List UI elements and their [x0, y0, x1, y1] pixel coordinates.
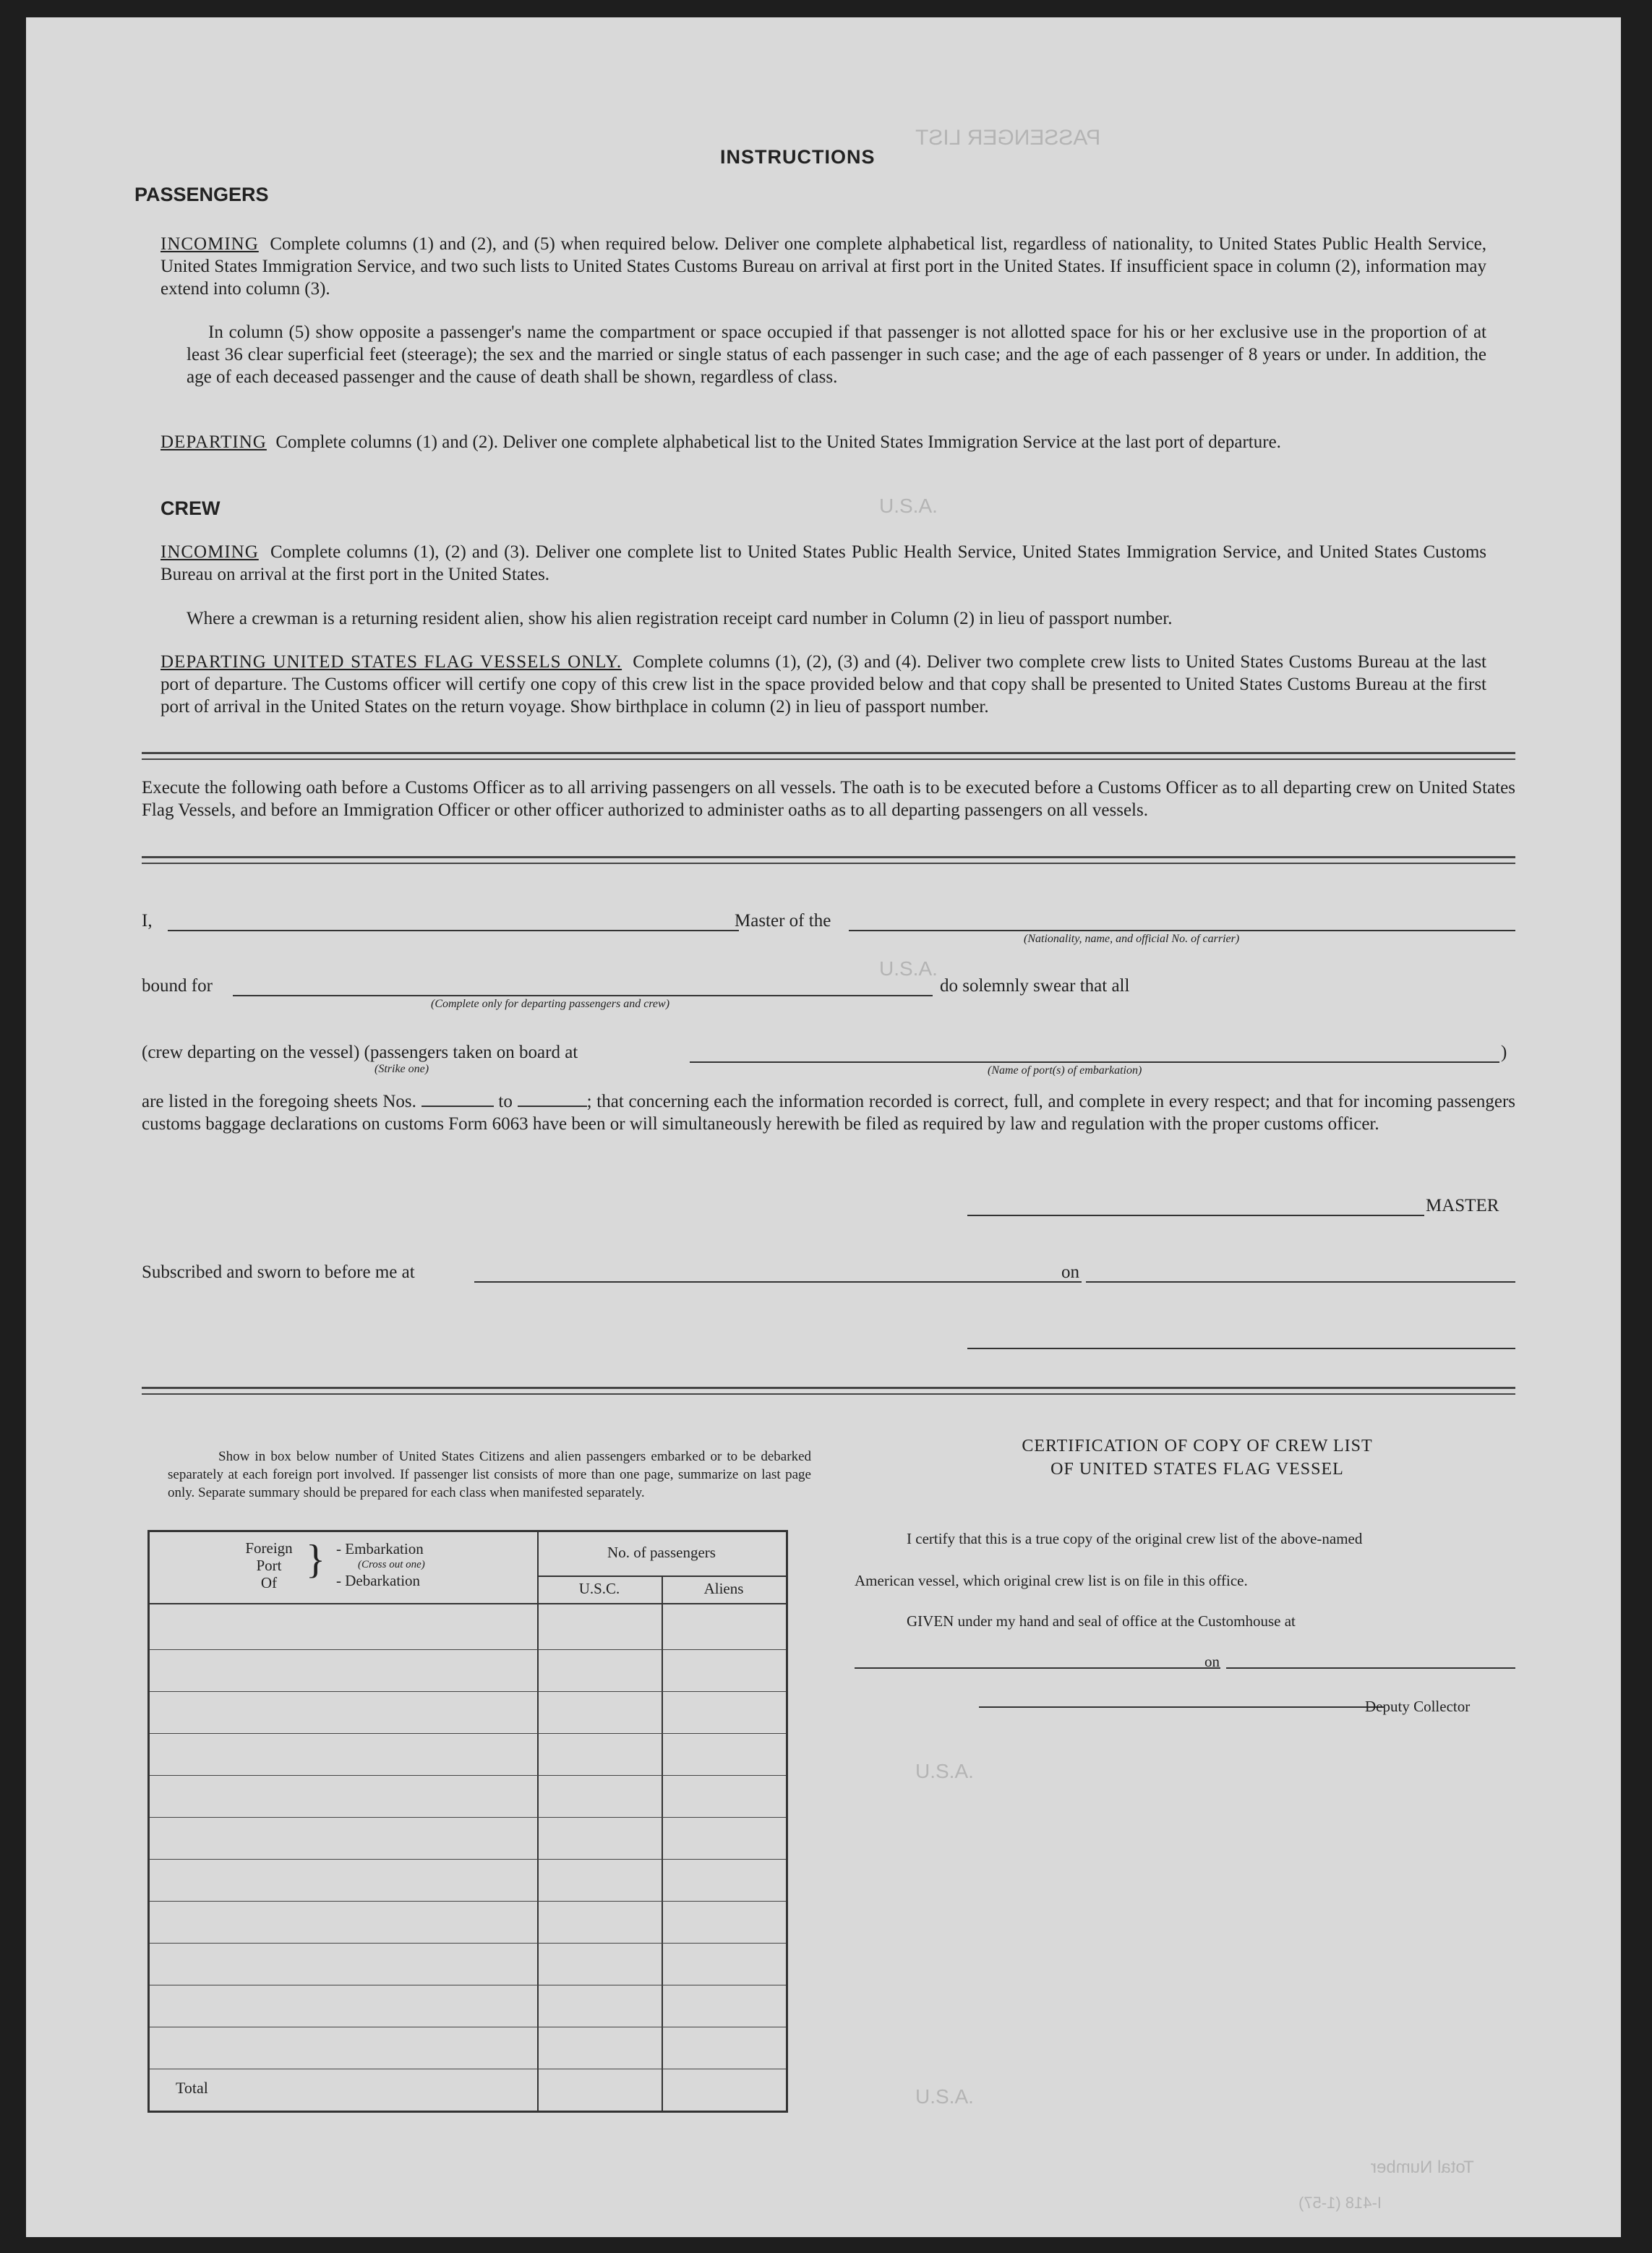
- certify-line-1: I certify that this is a true copy of the original crew list of the above-named: [907, 1530, 1363, 1547]
- table-row[interactable]: [150, 1733, 786, 1734]
- column-divider: [537, 1532, 539, 2111]
- section-divider: [142, 752, 1515, 760]
- carrier-field[interactable]: [849, 930, 1515, 931]
- cross-out-note: (Cross out one): [358, 1559, 425, 1570]
- passenger-summary-table: [147, 1530, 788, 2113]
- bleed-through-usa: U.S.A.: [915, 1760, 974, 1782]
- port-caption: (Name of port(s) of embarkation): [988, 1064, 1142, 1077]
- bound-for-label: bound for: [142, 976, 213, 996]
- crew-incoming-instruction: [161, 541, 1486, 586]
- header-divider: [537, 1576, 786, 1577]
- bleed-through-form-number: I-418 (1-57): [1298, 2194, 1382, 2212]
- certification-heading-line-1: CERTIFICATION OF COPY OF CREW LIST: [1022, 1437, 1373, 1455]
- master-name-field[interactable]: [168, 930, 739, 931]
- passengers-incoming-instruction: [161, 233, 1486, 300]
- crew-incoming-text: Complete columns (1), (2) and (3). Deliver one complete list to United States Public Health Service, United States Immigration Service, and United States Customs Bureau on arrival at the first port in the United States.: [161, 542, 1486, 584]
- listed-text-b: ; that concerning each the information recorded is correct, full, and complete in every respect; and that for incoming passengers customs baggage declarations on customs Form 6063 have been or will simultaneously herewith be filed as required by law and regulation with the proper customs officer.: [142, 1092, 1516, 1134]
- port-label: Port: [256, 1557, 282, 1574]
- crew-heading: CREW: [161, 497, 221, 519]
- given-statement: GIVEN under my hand and seal of office at the Customhouse at: [907, 1612, 1296, 1630]
- certification-heading: [923, 1435, 1472, 1481]
- passengers-column5-instruction: In column (5) show opposite a passenger's name the compartment or space occupied if that passenger is not allotted space for his or her exclusive use in the proportion of at least 36 clear superficial feet (steerage); the sex and the married or single status of each passenger in such case; and the age of each passenger of 8 years or under. In addition, the age of each deceased passenger and the cause of death shall be shown, regardless of class.: [187, 322, 1486, 387]
- crew-incoming-label: INCOMING: [161, 542, 259, 562]
- page-title: INSTRUCTIONS: [720, 146, 876, 168]
- oath-listed-statement: [142, 1090, 1515, 1135]
- certification-date-field[interactable]: [1226, 1667, 1515, 1669]
- bound-for-caption: (Complete only for departing passengers and crew): [431, 998, 670, 1010]
- oath-intro: Execute the following oath before a Customs Officer as to all arriving passengers on all vessels. The oath is to be executed before a Customs Officer as to all departing crew on United States Flag Vessels, and before an Immigration Officer or other officer authorized to administer oaths as to all departing passengers on all vessels.: [142, 778, 1515, 820]
- of-label: Of: [260, 1574, 278, 1591]
- table-row[interactable]: [150, 1859, 786, 1860]
- listed-text-a: are listed in the foregoing sheets Nos.: [142, 1092, 416, 1111]
- subscribed-label: Subscribed and sworn to before me at: [142, 1262, 415, 1282]
- no-passengers-header: No. of passengers: [607, 1544, 716, 1561]
- bleed-through-usa: U.S.A.: [879, 957, 938, 980]
- bleed-through-total-number: Total Number: [1371, 2158, 1474, 2177]
- summary-note: Show in box below number of United States Citizens and alien passengers embarked or to be debarked separately at each foreign port involved. If passenger list consists of more than one page, summarize on last page only. Separate summary should be prepared for each class when manifested separately.: [168, 1449, 811, 1500]
- foreign-label: Foreign: [245, 1539, 293, 1557]
- officer-signature-field[interactable]: [967, 1348, 1515, 1349]
- brace-icon: }: [306, 1537, 325, 1582]
- incoming-label: INCOMING: [161, 234, 259, 254]
- deputy-signature-field[interactable]: [979, 1706, 1384, 1708]
- embarkation-port-field[interactable]: [690, 1061, 1499, 1063]
- bleed-through-header: PASSENGER LIST: [915, 126, 1101, 150]
- total-label: Total: [176, 2079, 208, 2097]
- table-row[interactable]: [150, 1691, 786, 1692]
- bound-for-field[interactable]: [233, 995, 933, 996]
- master-signature-field[interactable]: [967, 1215, 1424, 1216]
- column-divider: [662, 1576, 663, 2111]
- passengers-heading: PASSENGERS: [134, 184, 269, 205]
- table-row[interactable]: [150, 1943, 786, 1944]
- close-paren: ): [1501, 1043, 1507, 1062]
- swear-text: do solemnly swear that all: [940, 976, 1130, 996]
- customhouse-field[interactable]: [855, 1667, 1220, 1669]
- foreign-port-of-header: [236, 1539, 301, 1591]
- table-row[interactable]: [150, 1775, 786, 1776]
- master-of-the-label: Master of the: [735, 911, 831, 931]
- oath-i-label: I,: [142, 911, 153, 931]
- debarkation-option[interactable]: - Debarkation: [336, 1572, 421, 1589]
- embark-debark-choice[interactable]: [336, 1541, 425, 1589]
- deputy-collector-label: Deputy Collector: [1365, 1698, 1471, 1715]
- listed-to: to: [498, 1092, 513, 1111]
- document-page: [26, 17, 1621, 2237]
- header-bottom: [150, 1603, 786, 1604]
- table-row[interactable]: [150, 1649, 786, 1650]
- embarkation-option[interactable]: - Embarkation: [336, 1540, 424, 1557]
- section-divider: [142, 1387, 1515, 1395]
- crew-departing-label: DEPARTING UNITED STATES FLAG VESSELS ONLY.: [161, 652, 622, 672]
- bleed-through-usa: U.S.A.: [879, 495, 938, 517]
- crew-departing-instruction: [161, 651, 1486, 718]
- departing-text: Complete columns (1) and (2). Deliver one complete alphabetical list to the United States Immigration Service at the last port of departure.: [275, 432, 1281, 452]
- crew-resident-instruction: Where a crewman is a returning resident alien, show his alien registration receipt card number in Column (2) in lieu of passport number.: [187, 609, 1173, 628]
- departing-label: DEPARTING: [161, 432, 267, 452]
- sheet-to-field[interactable]: [518, 1106, 587, 1107]
- crew-departing-text: (crew departing on the vessel) (passengers taken on board at: [142, 1043, 578, 1062]
- sworn-date-field[interactable]: [1086, 1281, 1515, 1283]
- crew-departing-text: Complete columns (1), (2), (3) and (4). Deliver two complete crew lists to United States Customs Bureau at the last port of departure. The Customs officer will certify one copy of this crew list in the space provided below and that copy shall be presented to United States Customs Bureau at the first port of arrival in the United States on the return voyage. Show birthplace in column (2) in lieu of passport number.: [161, 652, 1487, 717]
- certification-heading-line-2: OF UNITED STATES FLAG VESSEL: [1050, 1460, 1344, 1479]
- aliens-header: Aliens: [703, 1580, 744, 1597]
- strike-one-caption: (Strike one): [375, 1063, 429, 1075]
- table-row[interactable]: [150, 1901, 786, 1902]
- certification-on-label: on: [1204, 1653, 1220, 1670]
- sheet-from-field[interactable]: [421, 1106, 494, 1107]
- incoming-text: Complete columns (1) and (2), and (5) when required below. Deliver one complete alphabetical list, regardless of nationality, to United States Public Health Service, United States Immigration Service, and two such lists to United States Customs Bureau on arrival at first port in the United States. If insufficient space in column (2), information may extend into column (3).: [161, 234, 1487, 299]
- carrier-caption: (Nationality, name, and official No. of carrier): [1024, 933, 1240, 945]
- sworn-on-label: on: [1061, 1262, 1079, 1282]
- bleed-through-usa: U.S.A.: [915, 2085, 974, 2108]
- table-row[interactable]: [150, 1817, 786, 1818]
- certify-line-2: American vessel, which original crew list is on file in this office.: [855, 1572, 1248, 1589]
- usc-header: U.S.C.: [578, 1580, 620, 1597]
- section-divider: [142, 856, 1515, 864]
- master-label: MASTER: [1426, 1196, 1499, 1215]
- passengers-departing-instruction: [161, 431, 1486, 453]
- sworn-place-field[interactable]: [474, 1281, 1082, 1283]
